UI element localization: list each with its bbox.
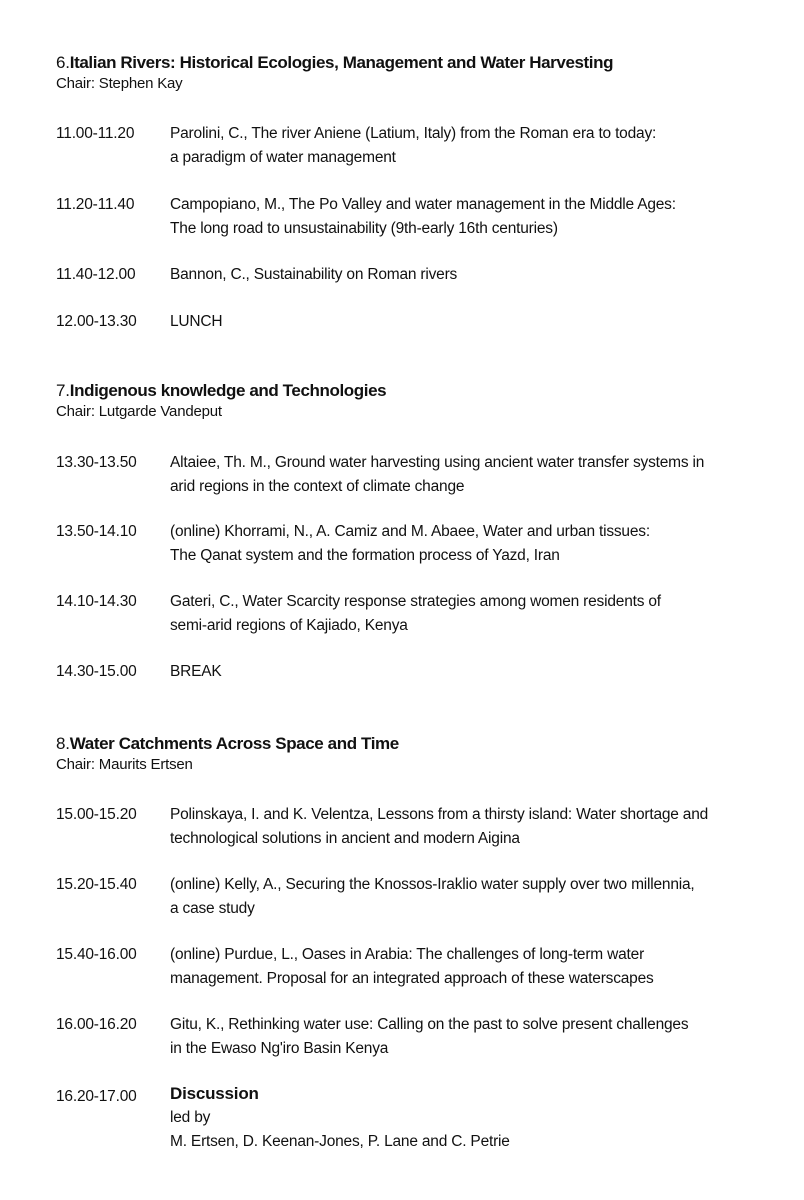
- description-line: Gateri, C., Water Scarcity response strategies among women residents of: [170, 593, 661, 610]
- talk-description: [170, 660, 774, 684]
- talk-description: [170, 590, 774, 638]
- talk-description: [170, 263, 774, 287]
- time-slot: 15.00-15.20: [56, 806, 137, 823]
- time-slot: 16.20-17.00: [56, 1088, 137, 1105]
- talk-description: [170, 451, 774, 499]
- description-line: arid regions in the context of climate change: [170, 478, 465, 495]
- talk-description: [170, 310, 774, 334]
- description-line: (online) Kelly, A., Securing the Knossos-Iraklio water supply over two millennia,: [170, 876, 695, 893]
- description-line: Campopiano, M., The Po Valley and water management in the Middle Ages:: [170, 196, 676, 213]
- time-slot: 13.30-13.50: [56, 454, 137, 471]
- talk-description: [170, 193, 774, 241]
- talk-description: [170, 122, 774, 170]
- section-title: [56, 52, 776, 74]
- section-8-header: [56, 733, 776, 775]
- talk-description: [170, 803, 774, 851]
- section-6-header: [56, 52, 776, 94]
- description-line: Polinskaya, I. and K. Velentza, Lessons from a thirsty island: Water shortage and: [170, 806, 709, 823]
- time-slot: 11.00-11.20: [56, 125, 135, 142]
- section-chair: Chair: Maurits Ertsen: [56, 756, 193, 773]
- description-line: Altaiee, Th. M., Ground water harvesting using ancient water transfer systems in: [170, 454, 705, 471]
- time-slot: 13.50-14.10: [56, 523, 137, 540]
- time-slot: 11.40-12.00: [56, 266, 136, 283]
- description-line: (online) Khorrami, N., A. Camiz and M. Abaee, Water and urban tissues:: [170, 523, 650, 540]
- description-line: Gitu, K., Rethinking water use: Calling on the past to solve present challenges: [170, 1016, 689, 1033]
- section-name: Indigenous knowledge and Technologies: [69, 381, 387, 400]
- description-line: The Qanat system and the formation process of Yazd, Iran: [170, 547, 560, 564]
- section-title: [56, 380, 776, 402]
- talk-description: [170, 943, 774, 991]
- description-line: in the Ewaso Ng'iro Basin Kenya: [170, 1040, 389, 1057]
- discussion-led-by: led by: [170, 1109, 211, 1126]
- time-slot: 16.00-16.20: [56, 1016, 137, 1033]
- section-chair: Chair: Stephen Kay: [56, 75, 183, 92]
- talk-description: [170, 520, 774, 568]
- discussion-title: Discussion: [170, 1084, 259, 1103]
- discussion-description: [170, 1082, 774, 1154]
- time-slot: 12.00-13.30: [56, 313, 137, 330]
- description-line: The long road to unsustainability (9th-early 16th centuries): [170, 220, 558, 237]
- description-line: a case study: [170, 900, 255, 917]
- description-line: management. Proposal for an integrated approach of these waterscapes: [170, 970, 654, 987]
- description-line: Parolini, C., The river Aniene (Latium, Italy) from the Roman era to today:: [170, 125, 657, 142]
- description-line: technological solutions in ancient and modern Aigina: [170, 830, 520, 847]
- description-line: LUNCH: [170, 313, 223, 330]
- time-slot: 11.20-11.40: [56, 196, 135, 213]
- talk-description: [170, 873, 774, 921]
- description-line: (online) Purdue, L., Oases in Arabia: The challenges of long-term water: [170, 946, 645, 963]
- discussion-leaders: M. Ertsen, D. Keenan-Jones, P. Lane and C. Petrie: [170, 1133, 510, 1150]
- time-slot: 15.20-15.40: [56, 876, 137, 893]
- section-number: 7.: [56, 381, 70, 400]
- section-name: Water Catchments Across Space and Time: [69, 734, 399, 753]
- time-slot: 15.40-16.00: [56, 946, 137, 963]
- section-7-header: [56, 380, 776, 422]
- section-number: 6.: [56, 53, 70, 72]
- section-number: 8.: [56, 734, 70, 753]
- talk-description: [170, 1013, 774, 1061]
- description-line: a paradigm of water management: [170, 149, 396, 166]
- time-slot: 14.10-14.30: [56, 593, 137, 610]
- description-line: semi-arid regions of Kajiado, Kenya: [170, 617, 408, 634]
- section-chair: Chair: Lutgarde Vandeput: [56, 403, 222, 420]
- description-line: Bannon, C., Sustainability on Roman rivers: [170, 266, 458, 283]
- description-line: BREAK: [170, 663, 222, 680]
- section-name: Italian Rivers: Historical Ecologies, Management and Water Harvesting: [69, 53, 614, 72]
- section-title: [56, 733, 776, 755]
- time-slot: 14.30-15.00: [56, 663, 137, 680]
